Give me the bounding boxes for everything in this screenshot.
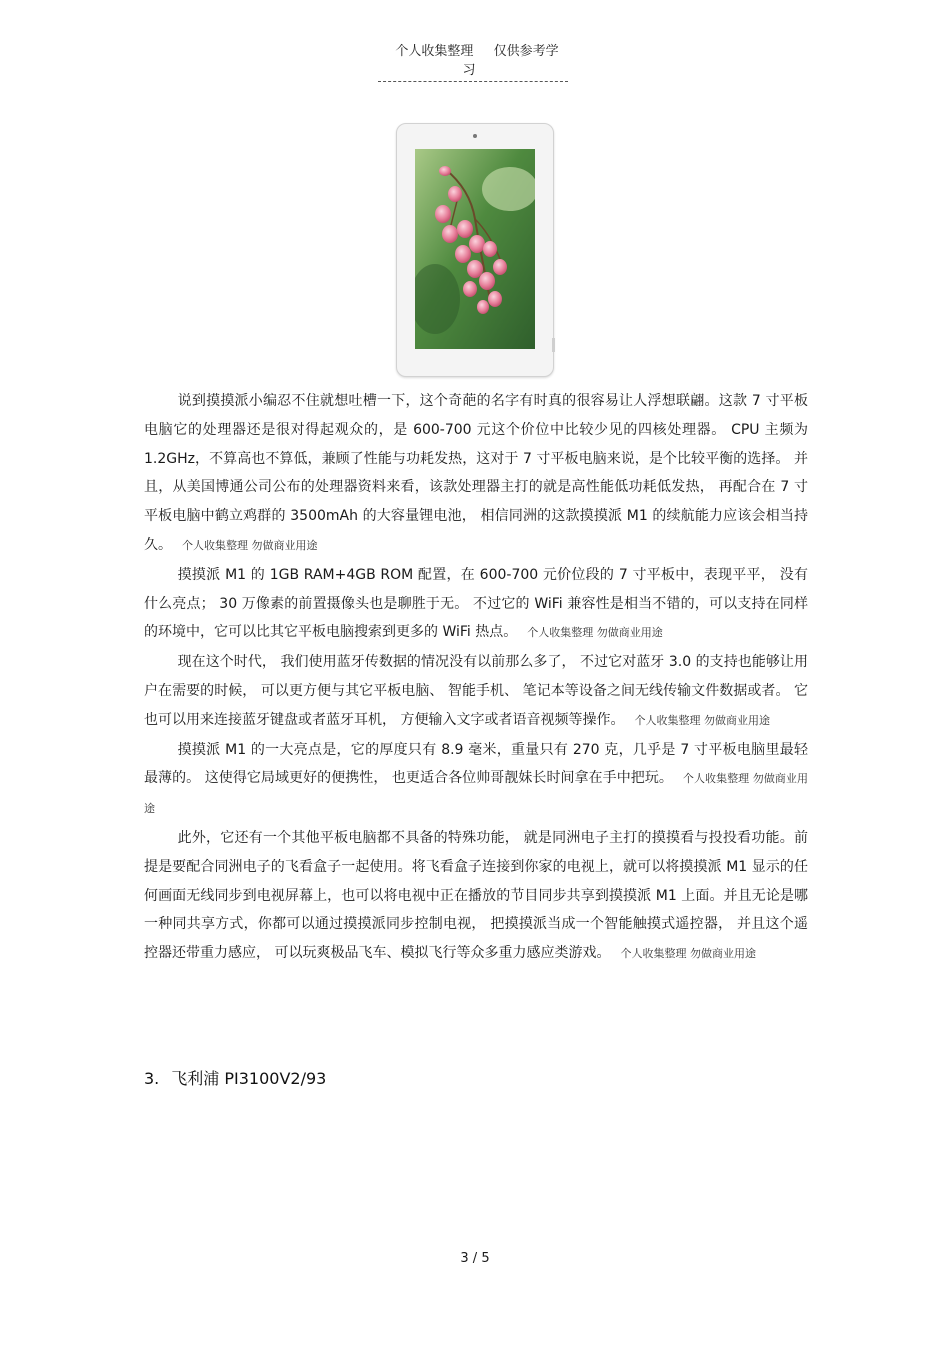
paragraph-text: 现在这个时代， 我们使用蓝牙传数据的情况没有以前那么多了， 不过它对蓝牙 3.0 的支持也能够让用户在需要的时候， 可以更方便与其它平板电脑、 智能手机、 笔记本等设备之间无线传输文件数据或者。 它也可以用来连接蓝牙键盘或者蓝牙耳机， 方便输入文字或者语音视频等操作。 xyxy=(144,654,808,728)
camera-dot xyxy=(473,134,477,138)
paragraph-text: 摸摸派 M1 的一大亮点是，它的厚度只有 8.9 毫米，重量只有 270 克，几乎是 7 寸平板电脑里最轻最薄的。 这使得它局域更好的便携性， 也更适合各位帅哥靓妹长时间拿在手中把玩。 xyxy=(144,741,808,787)
watermark-note: 个人收集整理 勿做商业用途 xyxy=(527,626,663,640)
section-number: 3. xyxy=(144,1069,160,1088)
paragraph xyxy=(144,736,808,824)
paragraph xyxy=(144,648,808,735)
section-title: 飞利浦 PI3100V2/93 xyxy=(171,1069,327,1088)
header-left: 个人收集整理 xyxy=(395,44,474,59)
watermark-note: 个人收集整理 勿做商业用途 xyxy=(634,713,770,727)
flower-icon xyxy=(415,149,535,349)
paragraph-text: 说到摸摸派小编忍不住就想吐槽一下，这个奇葩的名字有时真的很容易让人浮想联翩。这款 7 寸平板电脑它的处理器还是很对得起观众的，是 600-700 元这个价位中比较少见的四核处理器。 CPU 主频为 1.2GHz，不算高也不算低，兼顾了性能与功耗发热，这对于 7 寸平板电脑来说，是个比较平衡的选择。 并且，从美国博通公司公布的处理器资料来看，该款处理器主打的就是高性能低功耗低发热， 再配合在 7 寸平板电脑中鹤立鸡群的 3500mAh 的大容量锂电池， 相信同洲的这款摸摸派 M1 的续航能力应该会相当持久。 xyxy=(144,393,808,553)
page-header xyxy=(378,40,568,82)
side-button xyxy=(552,338,555,352)
header-right: 仅供参考学习 xyxy=(462,44,559,78)
paragraph xyxy=(144,387,808,561)
watermark-note: 个人收集整理 勿做商业用途 xyxy=(182,538,318,552)
paragraph-text: 摸摸派 M1 的 1GB RAM+4GB ROM 配置，在 600-700 元价位段的 7 寸平板中，表现平平， 没有什么亮点； 30 万像素的前置摄像头也是聊胜于无。 不过它的 WiFi 兼容性是相当不错的，可以支持在同样的环境中，它可以比其它平板电脑搜索到更多的 WiFi 热点。 xyxy=(144,566,808,641)
section-heading xyxy=(144,1066,338,1089)
watermark-note: 个人收集整理 勿做商业用途 xyxy=(620,947,756,961)
paragraph xyxy=(144,824,808,969)
article-body xyxy=(144,387,808,969)
tablet-image xyxy=(396,123,554,377)
watermark-note: 个人收集整理 勿做商业用途 xyxy=(144,772,808,816)
page-number: 3 / 5 xyxy=(460,1251,490,1266)
paragraph-text: 此外，它还有一个其他平板电脑都不具备的特殊功能， 就是同洲电子主打的摸摸看与投投看功能。前提是要配合同洲电子的飞看盒子一起使用。将飞看盒子连接到你家的电视上，就可以将摸摸派 M1 显示的任何画面无线同步到电视屏幕上，也可以将电视中正在播放的节目同步共享到摸摸派 M1 上面。并且无论是哪一种同共享方式，你都可以通过摸摸派同步控制电视， 把摸摸派当成一个智能触摸式遥控器， 并且这个遥控器还带重力感应， 可以玩爽极品飞车、模拟飞行等众多重力感应类游戏。 xyxy=(144,829,808,962)
paragraph xyxy=(144,561,808,648)
